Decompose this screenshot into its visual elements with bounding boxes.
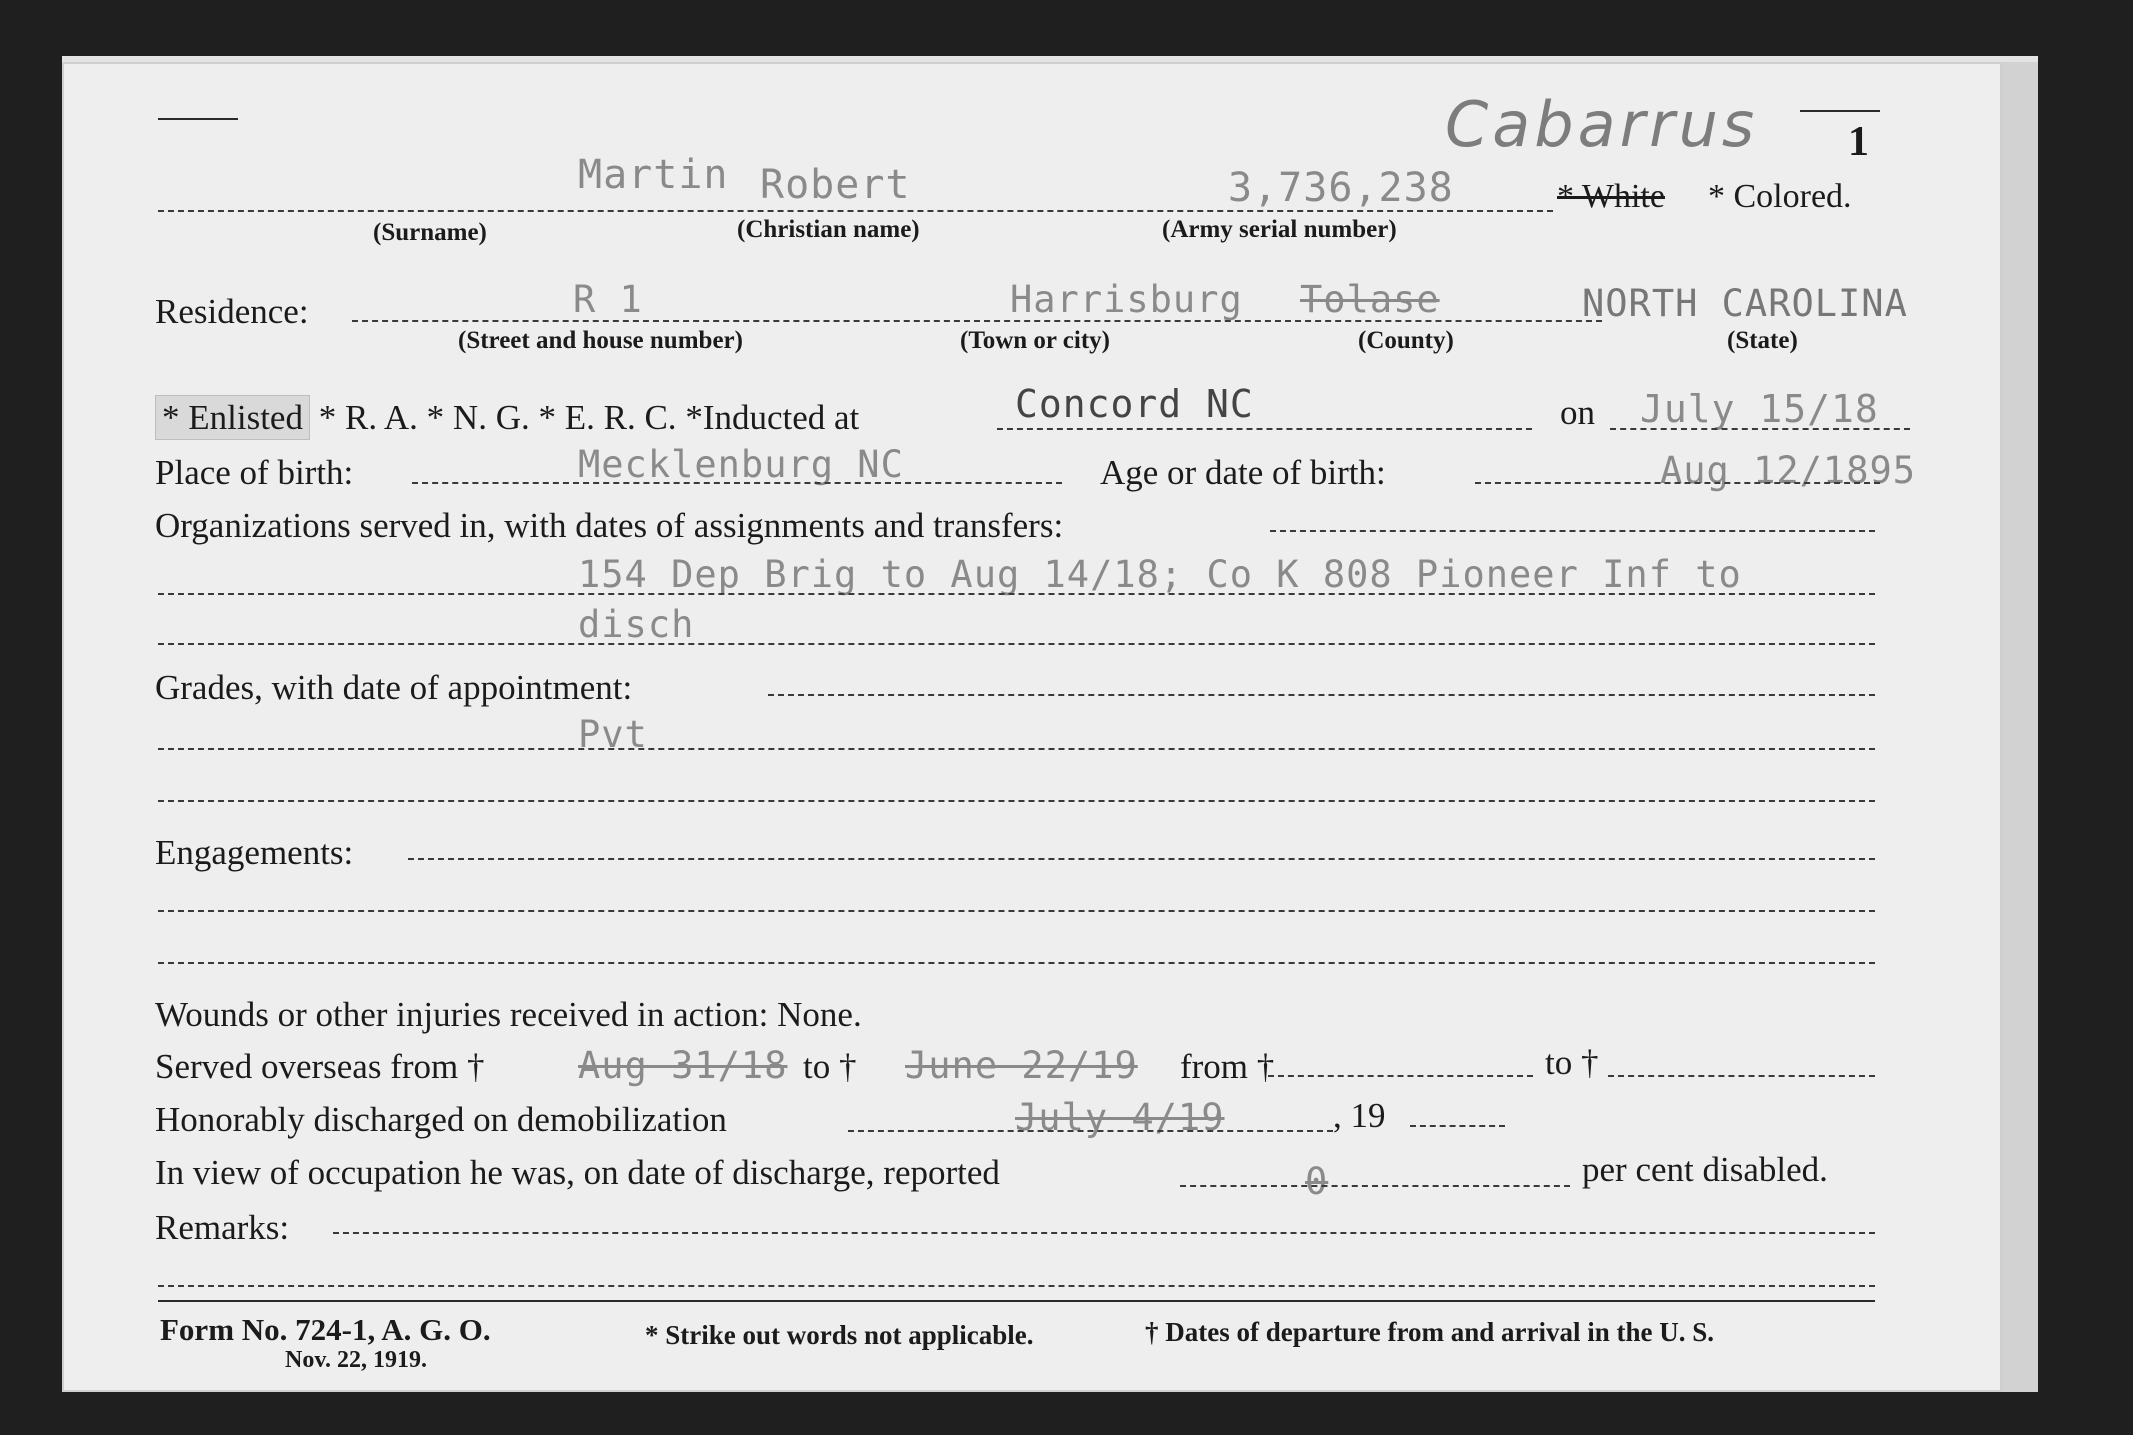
overseas-to2-line — [1608, 1075, 1875, 1077]
christian-name-label: (Christian name) — [737, 216, 920, 243]
organizations-line-2 — [158, 643, 1875, 645]
residence-line — [352, 320, 1602, 322]
disability-line — [1180, 1185, 1570, 1187]
race-colored: * Colored. — [1708, 178, 1852, 215]
grades-line-1 — [158, 748, 1875, 750]
organizations-label: Organizations served in, with dates of assignments and transfers: — [155, 506, 1064, 545]
disability-value: 0 — [1305, 1160, 1329, 1203]
overseas-to2-label: to † — [1545, 1043, 1599, 1082]
birthplace-line — [412, 482, 1062, 484]
enlisted-option: * Enlisted — [155, 395, 310, 440]
disability-suffix: per cent disabled. — [1582, 1150, 1828, 1189]
discharge-label: Honorably discharged on demobilization — [155, 1100, 727, 1139]
engagements-line-2 — [158, 962, 1875, 964]
surname-label: (Surname) — [373, 219, 487, 246]
overseas-from-value: Aug 31/18 — [578, 1044, 788, 1087]
serial-number-value: 3,736,238 — [1228, 165, 1454, 211]
residence-county-struck: Tolase — [1300, 278, 1440, 321]
birthdate-line — [1475, 482, 1880, 484]
organizations-line-0 — [1270, 530, 1875, 532]
overseas-to-value: June 22/19 — [905, 1044, 1138, 1087]
dates-note: † Dates of departure from and arrival in the U. S. — [1145, 1317, 1714, 1347]
footer-rule — [158, 1300, 1875, 1302]
christian-name-value: Robert — [760, 162, 911, 208]
birthdate-value: Aug 12/1895 — [1660, 449, 1917, 492]
ra-option: * R. A. — [318, 398, 418, 437]
discharge-date-value: July 4/19 — [1015, 1096, 1225, 1139]
organizations-line2: disch — [578, 603, 695, 646]
wounds-label: Wounds or other injuries received in action: None. — [155, 995, 862, 1034]
name-line — [158, 210, 1553, 212]
inducted-place-value: Concord NC — [1015, 382, 1254, 426]
induction-date-value: July 15/18 — [1640, 387, 1879, 431]
card-number: 1 — [1848, 119, 1869, 165]
card-right-edge — [2002, 62, 2038, 1392]
organizations-line1: 154 Dep Brig to Aug 14/18; Co K 808 Pioneer Inf to — [578, 553, 1742, 596]
inducted-label: *Inducted at — [685, 398, 860, 437]
state-label: (State) — [1727, 327, 1798, 354]
ng-option: * N. G. — [426, 398, 530, 437]
induction-date-line — [1610, 428, 1910, 430]
serial-number-label: (Army serial number) — [1162, 216, 1397, 243]
overseas-label: Served overseas from † — [155, 1047, 485, 1086]
discharge-line — [848, 1130, 1333, 1132]
top-left-rule — [158, 118, 238, 120]
county-label: (County) — [1358, 327, 1454, 354]
card-number-rule — [1800, 110, 1880, 112]
engagements-line-1 — [158, 910, 1875, 912]
engagements-line-0 — [408, 858, 1875, 860]
race-white: * White — [1557, 178, 1665, 215]
grades-label: Grades, with date of appointment: — [155, 668, 633, 707]
enlistment-type-row — [155, 398, 859, 438]
engagements-label: Engagements: — [155, 833, 354, 872]
race-white-group — [1557, 178, 1665, 216]
inducted-line — [997, 428, 1532, 430]
form-date: Nov. 22, 1919. — [285, 1347, 428, 1373]
birthplace-value: Mecklenburg NC — [578, 443, 904, 486]
birthdate-label: Age or date of birth: — [1100, 453, 1386, 492]
remarks-line-0 — [333, 1232, 1875, 1234]
residence-state-value: NORTH CAROLINA — [1582, 282, 1908, 325]
remarks-line-1 — [158, 1285, 1875, 1287]
discharge-year-line — [1410, 1125, 1505, 1127]
residence-town-value: Harrisburg — [1010, 278, 1243, 321]
street-label: (Street and house number) — [458, 327, 743, 354]
overseas-from2-line — [1268, 1075, 1533, 1077]
grades-line-0 — [768, 694, 1875, 696]
erc-option: * E. R. C. — [538, 398, 677, 437]
remarks-label: Remarks: — [155, 1208, 290, 1247]
discharge-year-suffix: , 19 — [1333, 1096, 1386, 1135]
grades-line-2 — [158, 800, 1875, 802]
grades-value: Pvt — [578, 713, 648, 756]
organizations-line-1 — [158, 593, 1875, 595]
town-label: (Town or city) — [960, 327, 1110, 354]
disability-label: In view of occupation he was, on date of discharge, reported — [155, 1153, 1000, 1192]
county-handwritten: Cabarrus — [1445, 88, 1759, 161]
residence-street-value: R 1 — [573, 278, 643, 321]
form-number: Form No. 724-1, A. G. O. — [160, 1312, 491, 1347]
overseas-to-label: to † — [803, 1047, 857, 1086]
overseas-from2-label: from † — [1180, 1047, 1275, 1086]
residence-label: Residence: — [155, 292, 309, 331]
on-label: on — [1560, 393, 1595, 432]
birthplace-label: Place of birth: — [155, 453, 354, 492]
surname-value: Martin — [578, 152, 729, 198]
strike-note: * Strike out words not applicable. — [645, 1320, 1034, 1350]
